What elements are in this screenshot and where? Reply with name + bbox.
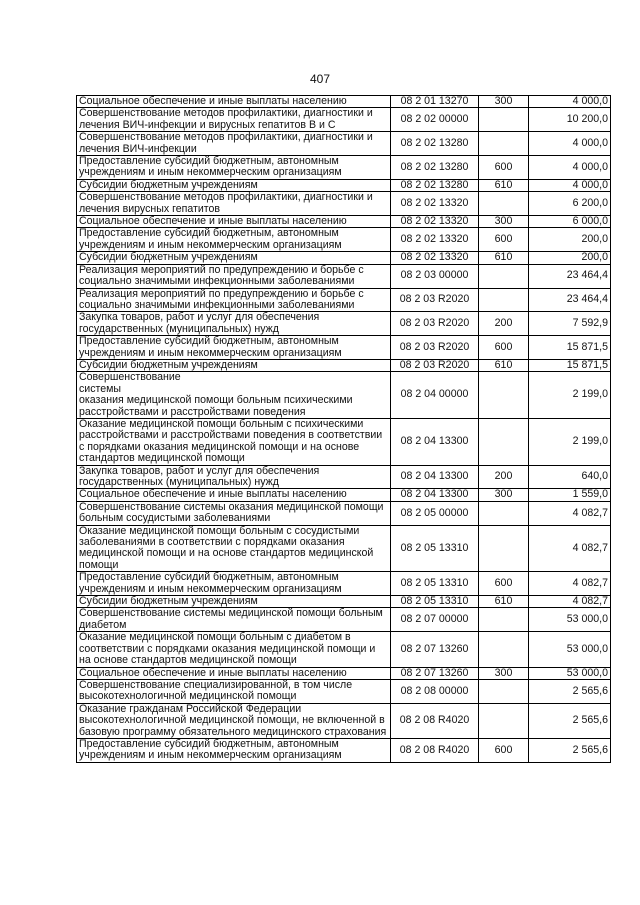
row-name-cell: Субсидии бюджетным учреждениям bbox=[77, 359, 391, 371]
row-name-cell: Совершенствование методов профилактики, диагностики и лечения ВИЧ-инфекции и вирусных гепатитов В и С bbox=[77, 108, 391, 132]
row-code-cell: 08 2 04 13300 bbox=[391, 465, 479, 489]
table-row bbox=[77, 501, 611, 525]
row-amount-cell: 4 000,0 bbox=[529, 179, 611, 191]
row-type-cell bbox=[479, 525, 529, 572]
row-code-cell: 08 2 08 R4020 bbox=[391, 738, 479, 762]
row-type-cell bbox=[479, 108, 529, 132]
row-type-cell bbox=[479, 608, 529, 632]
row-code-cell: 08 2 07 13260 bbox=[391, 632, 479, 667]
row-name-cell: Социальное обеспечение и иные выплаты населению bbox=[77, 96, 391, 108]
row-name-cell: Совершенствование специализированной, в том числе высокотехнологичной медицинской помощи bbox=[77, 679, 391, 703]
table-row bbox=[77, 108, 611, 132]
table-row bbox=[77, 465, 611, 489]
table-row bbox=[77, 632, 611, 667]
table-row bbox=[77, 192, 611, 216]
row-amount-cell: 15 871,5 bbox=[529, 359, 611, 371]
row-code-cell: 08 2 02 13280 bbox=[391, 132, 479, 156]
table-row bbox=[77, 179, 611, 191]
row-name-cell: Реализация мероприятий по предупреждению и борьбе с социально значимыми инфекционными заболеваниями bbox=[77, 264, 391, 288]
row-name-cell: Совершенствование системы медицинской помощи больным диабетом bbox=[77, 608, 391, 632]
table-row bbox=[77, 572, 611, 596]
row-type-cell: 300 bbox=[479, 216, 529, 228]
row-type-cell: 300 bbox=[479, 667, 529, 679]
row-type-cell bbox=[479, 264, 529, 288]
row-type-cell: 600 bbox=[479, 738, 529, 762]
row-name-cell: Предоставление субсидий бюджетным, автономным учреждениям и иным некоммерческим организациям bbox=[77, 738, 391, 762]
row-type-cell bbox=[479, 132, 529, 156]
table-row bbox=[77, 132, 611, 156]
table-row bbox=[77, 359, 611, 371]
row-type-cell: 610 bbox=[479, 596, 529, 608]
table-row bbox=[77, 667, 611, 679]
row-type-cell: 610 bbox=[479, 359, 529, 371]
row-amount-cell: 53 000,0 bbox=[529, 632, 611, 667]
budget-table bbox=[76, 95, 611, 763]
row-code-cell: 08 2 03 00000 bbox=[391, 264, 479, 288]
row-amount-cell: 10 200,0 bbox=[529, 108, 611, 132]
table-row bbox=[77, 525, 611, 572]
row-type-cell bbox=[479, 632, 529, 667]
table-row bbox=[77, 252, 611, 264]
row-name-cell: Совершенствование методов профилактики, диагностики и лечения вирусных гепатитов bbox=[77, 192, 391, 216]
row-amount-cell: 200,0 bbox=[529, 252, 611, 264]
row-code-cell: 08 2 02 13320 bbox=[391, 228, 479, 252]
row-type-cell: 300 bbox=[479, 96, 529, 108]
row-code-cell: 08 2 03 R2020 bbox=[391, 288, 479, 312]
row-amount-cell: 4 082,7 bbox=[529, 525, 611, 572]
row-code-cell: 08 2 08 00000 bbox=[391, 679, 479, 703]
page-number: 407 bbox=[309, 72, 331, 86]
row-name-cell: Реализация мероприятий по предупреждению и борьбе с социально значимыми инфекционными заболеваниями bbox=[77, 288, 391, 312]
row-name-cell: Оказание гражданам Российской Федерации высокотехнологичной медицинской помощи, не включенной в базовую программу обязательного медицинского страхования bbox=[77, 703, 391, 738]
row-type-cell bbox=[479, 372, 529, 419]
row-name-cell: Совершенствование системы оказания медицинской помощи больным психическими расстройствами и расстройствами поведения bbox=[77, 372, 391, 419]
row-code-cell: 08 2 03 R2020 bbox=[391, 336, 479, 360]
row-name-cell: Оказание медицинской помощи больным с сосудистыми заболеваниями в соответствии с порядками оказания медицинской помощи и на основе стандартов медицинской помощи bbox=[77, 525, 391, 572]
table-row bbox=[77, 264, 611, 288]
row-name-cell: Социальное обеспечение и иные выплаты населению bbox=[77, 489, 391, 501]
row-amount-cell: 2 565,6 bbox=[529, 738, 611, 762]
table-row bbox=[77, 596, 611, 608]
row-name-cell: Субсидии бюджетным учреждениям bbox=[77, 596, 391, 608]
row-code-cell: 08 2 05 00000 bbox=[391, 501, 479, 525]
row-type-cell bbox=[479, 192, 529, 216]
table-row bbox=[77, 96, 611, 108]
row-amount-cell: 53 000,0 bbox=[529, 608, 611, 632]
row-type-cell bbox=[479, 418, 529, 465]
row-code-cell: 08 2 03 R2020 bbox=[391, 312, 479, 336]
row-amount-cell: 640,0 bbox=[529, 465, 611, 489]
row-code-cell: 08 2 05 13310 bbox=[391, 525, 479, 572]
row-amount-cell: 23 464,4 bbox=[529, 264, 611, 288]
table-row bbox=[77, 228, 611, 252]
row-name-cell: Социальное обеспечение и иные выплаты населению bbox=[77, 667, 391, 679]
row-name-cell: Совершенствование методов профилактики, диагностики и лечения ВИЧ-инфекции bbox=[77, 132, 391, 156]
row-code-cell: 08 2 04 13300 bbox=[391, 489, 479, 501]
row-type-cell bbox=[479, 679, 529, 703]
row-code-cell: 08 2 02 13280 bbox=[391, 156, 479, 180]
row-type-cell: 200 bbox=[479, 312, 529, 336]
row-amount-cell: 200,0 bbox=[529, 228, 611, 252]
row-amount-cell: 6 000,0 bbox=[529, 216, 611, 228]
row-amount-cell: 6 200,0 bbox=[529, 192, 611, 216]
row-code-cell: 08 2 08 R4020 bbox=[391, 703, 479, 738]
row-amount-cell: 4 000,0 bbox=[529, 132, 611, 156]
table-row bbox=[77, 703, 611, 738]
table-row bbox=[77, 372, 611, 419]
row-name-cell: Закупка товаров, работ и услуг для обеспечения государственных (муниципальных) нужд bbox=[77, 312, 391, 336]
row-amount-cell: 2 565,6 bbox=[529, 679, 611, 703]
row-name-cell: Предоставление субсидий бюджетным, автономным учреждениям и иным некоммерческим организациям bbox=[77, 156, 391, 180]
row-code-cell: 08 2 02 13320 bbox=[391, 216, 479, 228]
row-amount-cell: 4 082,7 bbox=[529, 596, 611, 608]
row-type-cell: 610 bbox=[479, 179, 529, 191]
row-code-cell: 08 2 02 13280 bbox=[391, 179, 479, 191]
row-type-cell bbox=[479, 703, 529, 738]
row-type-cell: 200 bbox=[479, 465, 529, 489]
row-code-cell: 08 2 04 00000 bbox=[391, 372, 479, 419]
table-row bbox=[77, 608, 611, 632]
row-name-cell: Предоставление субсидий бюджетным, автономным учреждениям и иным некоммерческим организациям bbox=[77, 228, 391, 252]
row-amount-cell: 15 871,5 bbox=[529, 336, 611, 360]
row-amount-cell: 4 082,7 bbox=[529, 501, 611, 525]
row-name-cell: Субсидии бюджетным учреждениям bbox=[77, 179, 391, 191]
row-name-cell: Закупка товаров, работ и услуг для обеспечения государственных (муниципальных) нужд bbox=[77, 465, 391, 489]
table-row bbox=[77, 679, 611, 703]
row-amount-cell: 2 199,0 bbox=[529, 418, 611, 465]
table-row bbox=[77, 216, 611, 228]
row-code-cell: 08 2 04 13300 bbox=[391, 418, 479, 465]
row-type-cell: 600 bbox=[479, 336, 529, 360]
row-code-cell: 08 2 07 13260 bbox=[391, 667, 479, 679]
row-type-cell: 300 bbox=[479, 489, 529, 501]
row-amount-cell: 4 082,7 bbox=[529, 572, 611, 596]
row-code-cell: 08 2 01 13270 bbox=[391, 96, 479, 108]
row-amount-cell: 1 559,0 bbox=[529, 489, 611, 501]
row-amount-cell: 4 000,0 bbox=[529, 156, 611, 180]
row-code-cell: 08 2 05 13310 bbox=[391, 596, 479, 608]
row-name-cell: Социальное обеспечение и иные выплаты населению bbox=[77, 216, 391, 228]
budget-table-body bbox=[77, 96, 611, 763]
row-amount-cell: 23 464,4 bbox=[529, 288, 611, 312]
row-type-cell: 600 bbox=[479, 228, 529, 252]
table-row bbox=[77, 156, 611, 180]
row-amount-cell: 53 000,0 bbox=[529, 667, 611, 679]
row-name-cell: Оказание медицинской помощи больным с диабетом в соответствии с порядками оказания медицинской помощи и на основе стандартов медицинской помощи bbox=[77, 632, 391, 667]
row-type-cell bbox=[479, 288, 529, 312]
row-type-cell bbox=[479, 501, 529, 525]
row-amount-cell: 7 592,9 bbox=[529, 312, 611, 336]
row-type-cell: 610 bbox=[479, 252, 529, 264]
row-type-cell: 600 bbox=[479, 572, 529, 596]
table-row bbox=[77, 489, 611, 501]
row-code-cell: 08 2 05 13310 bbox=[391, 572, 479, 596]
row-name-cell: Предоставление субсидий бюджетным, автономным учреждениям и иным некоммерческим организациям bbox=[77, 572, 391, 596]
row-amount-cell: 2 199,0 bbox=[529, 372, 611, 419]
row-code-cell: 08 2 07 00000 bbox=[391, 608, 479, 632]
table-row bbox=[77, 336, 611, 360]
table-row bbox=[77, 312, 611, 336]
table-row bbox=[77, 288, 611, 312]
table-row bbox=[77, 418, 611, 465]
row-amount-cell: 4 000,0 bbox=[529, 96, 611, 108]
row-name-cell: Совершенствование системы оказания медицинской помощи больным сосудистыми заболеваниями bbox=[77, 501, 391, 525]
row-code-cell: 08 2 02 13320 bbox=[391, 252, 479, 264]
row-name-cell: Оказание медицинской помощи больным с психическими расстройствами и расстройствами поведения в соответствии с порядками оказания медицинской помощи и на основе стандартов медицинской помощи bbox=[77, 418, 391, 465]
row-code-cell: 08 2 03 R2020 bbox=[391, 359, 479, 371]
row-type-cell: 600 bbox=[479, 156, 529, 180]
row-name-cell: Предоставление субсидий бюджетным, автономным учреждениям и иным некоммерческим организациям bbox=[77, 336, 391, 360]
row-amount-cell: 2 565,6 bbox=[529, 703, 611, 738]
table-row bbox=[77, 738, 611, 762]
row-name-cell: Субсидии бюджетным учреждениям bbox=[77, 252, 391, 264]
row-code-cell: 08 2 02 13320 bbox=[391, 192, 479, 216]
row-code-cell: 08 2 02 00000 bbox=[391, 108, 479, 132]
